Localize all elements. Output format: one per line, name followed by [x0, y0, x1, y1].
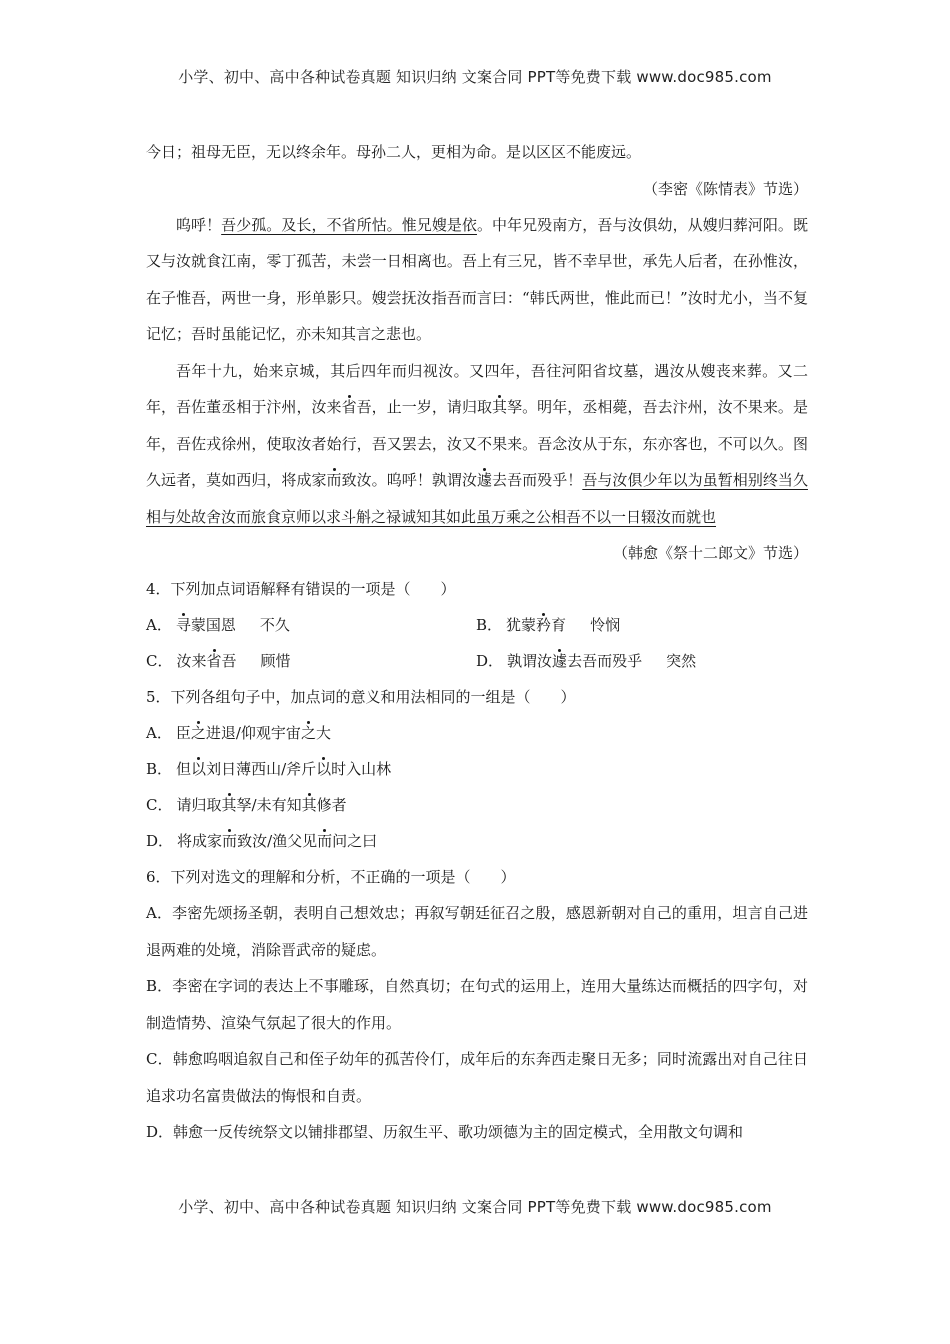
text-segment: 吾: [221, 652, 237, 670]
dotted-char: 遽: [552, 652, 568, 670]
dotted-char: 寻: [175, 616, 191, 634]
text-segment: 蒙国恩: [190, 616, 236, 634]
question-5-option-d[interactable]: [146, 823, 808, 859]
text-segment: 去吾而殁乎！: [492, 471, 583, 489]
option-label: C．: [146, 652, 173, 670]
question-4-option-c[interactable]: [146, 643, 476, 679]
option-label: A．: [146, 616, 172, 634]
text-segment: 吾，止一岁，请归取: [356, 398, 493, 416]
text-segment: 孥。明年，丞相薨，吾去汴州，汝不果来。是年，吾佐戎徐州，使取汝者始行，吾又罢去，汝又不果来。吾念汝从于东，东亦客也，不可以久。图久远者，莫如西归，将成家: [146, 398, 808, 489]
text-segment: 臣: [175, 724, 191, 742]
question-4-option-b[interactable]: [476, 607, 808, 643]
text-segment: 进退/仰观宇宙: [205, 724, 301, 742]
underlined-sentence: 吾少孤。及长，不省所怙。惟兄嫂是依: [221, 215, 477, 234]
option-label: C．: [146, 796, 173, 814]
option-meaning: 突然: [666, 652, 697, 670]
dotted-char: 遽: [477, 471, 493, 489]
text-segment: 致汝/渔父见: [237, 832, 318, 850]
text-segment: 但: [176, 760, 192, 778]
question-4-options-row-2: [146, 643, 808, 679]
question-6-option-a[interactable]: A．李密先颂扬圣朝，表明自己想效忠；再叙写朝廷征召之殷，感恩新朝对自己的重用，坦言自己进退两难的处境，消除晋武帝的疑虑。: [146, 904, 808, 959]
dotted-char: 其: [492, 398, 508, 416]
question-5-option-b[interactable]: [146, 751, 808, 787]
passage1-tail: 今日；祖母无臣，无以终余年。母孙二人，更相为命。是以区区不能废远。: [146, 143, 642, 161]
question-5-option-a[interactable]: [146, 715, 808, 751]
text-segment: 犹蒙: [506, 616, 537, 634]
text-segment: 大: [315, 724, 331, 742]
option-label: D．: [146, 832, 174, 850]
text-segment: 请归取: [176, 796, 222, 814]
dotted-char: 而: [222, 832, 238, 850]
footer-banner: 小学、初中、高中各种试卷真题 知识归纳 文案合同 PPT等免费下载 www.doc985.com: [178, 1198, 772, 1216]
question-4-options-row-1: [146, 607, 808, 643]
document-body: [146, 134, 808, 1150]
question-6-stem: 6．下列对选文的理解和分析，不正确的一项是（ ）: [146, 868, 516, 886]
underlined-sentence: 吾与汝俱少年以为虽暂相别终当久相与处故舍汝而旅食京师以求斗斛之禄诚知其如此虽万乘之公相吾不以一日辍汝而就也: [146, 471, 808, 526]
text-segment: 孥/未有知: [236, 796, 302, 814]
dotted-char: 之: [190, 724, 206, 742]
dotted-char: 矜: [536, 616, 552, 634]
dotted-char: 而: [326, 471, 342, 489]
text-segment: 去吾而殁乎: [567, 652, 643, 670]
dotted-char: 省: [206, 652, 222, 670]
question-4-stem: 4．下列加点词语解释有错误的一项是（ ）: [146, 580, 456, 598]
text-segment: 问之曰: [332, 832, 378, 850]
option-label: B．: [146, 760, 173, 778]
option-label: A．: [146, 724, 172, 742]
passage2-paragraph-2: [146, 353, 808, 536]
dotted-char: 而: [317, 832, 333, 850]
text-segment: 将成家: [177, 832, 223, 850]
question-6-option-b[interactable]: B．李密在字词的表达上不事雕琢，自然真切；在句式的运用上，连用大量练达而概括的四字句，对制造情势、渲染气氛起了很大的作用。: [146, 977, 808, 1032]
text-segment: 育: [551, 616, 567, 634]
dotted-char: 其: [301, 796, 317, 814]
dotted-char: 省: [341, 398, 357, 416]
text-segment: 孰谓汝: [507, 652, 553, 670]
passage2-source: （韩愈《祭十二郎文》节选）: [612, 544, 808, 562]
question-4-option-a[interactable]: [146, 607, 476, 643]
question-5-option-c[interactable]: [146, 787, 808, 823]
question-6-option-c[interactable]: C．韩愈呜咽追叙自己和侄子幼年的孤苦伶仃，成年后的东奔西走聚日无多；同时流露出对自己往日追求功名富贵做法的悔恨和自责。: [146, 1050, 808, 1105]
text-segment: 汝来: [176, 652, 207, 670]
passage2-paragraph-1: [146, 207, 808, 353]
text-segment: 时入山林: [331, 760, 392, 778]
text-segment: 吾年十九，始来京城，其后四年而归视汝。又四年，吾往河阳省坟墓，遇汝从嫂丧来葬。又二年，吾佐董丞相于汴州，汝来: [146, 361, 808, 416]
text-segment: 。中年兄殁南方，吾与汝俱幼，从嫂归葬河阳。既又与汝就食江南，零丁孤苦，未尝一日相离也。吾上有三兄，皆不幸早世，承先人后者，在孙惟汝，在子惟吾，两世一身，形单影只。嫂尝抚汝指吾而言曰：“韩氏两世，惟此而已！”汝时尤小，当不复记忆；吾时虽能记忆，亦未知其言之悲也。: [146, 215, 808, 343]
dotted-char: 以: [316, 760, 332, 778]
text-segment: 修者: [316, 796, 347, 814]
header-banner: 小学、初中、高中各种试卷真题 知识归纳 文案合同 PPT等免费下载 www.doc985.com: [178, 68, 772, 86]
text-segment: 呜呼！: [176, 215, 222, 234]
option-label: D．: [476, 652, 504, 670]
dotted-char: 其: [221, 796, 237, 814]
option-meaning: 顾惜: [260, 652, 291, 670]
question-4-option-d[interactable]: [476, 643, 808, 679]
option-meaning: 不久: [259, 616, 290, 634]
question-6-option-d[interactable]: D．韩愈一反传统祭文以铺排郡望、历叙生平、歌功颂德为主的固定模式，全用散文句调和: [146, 1123, 744, 1141]
dotted-char: 之: [300, 724, 316, 742]
option-meaning: 怜悯: [590, 616, 621, 634]
text-segment: 致汝。呜呼！孰谓汝: [341, 471, 477, 489]
question-5-stem: 5．下列各组句子中，加点词的意义和用法相同的一组是（ ）: [146, 688, 576, 706]
text-segment: 刘日薄西山/斧斤: [206, 760, 317, 778]
dotted-char: 以: [191, 760, 207, 778]
passage1-source: （李密《陈情表》节选）: [642, 179, 808, 198]
option-label: B．: [476, 616, 503, 634]
